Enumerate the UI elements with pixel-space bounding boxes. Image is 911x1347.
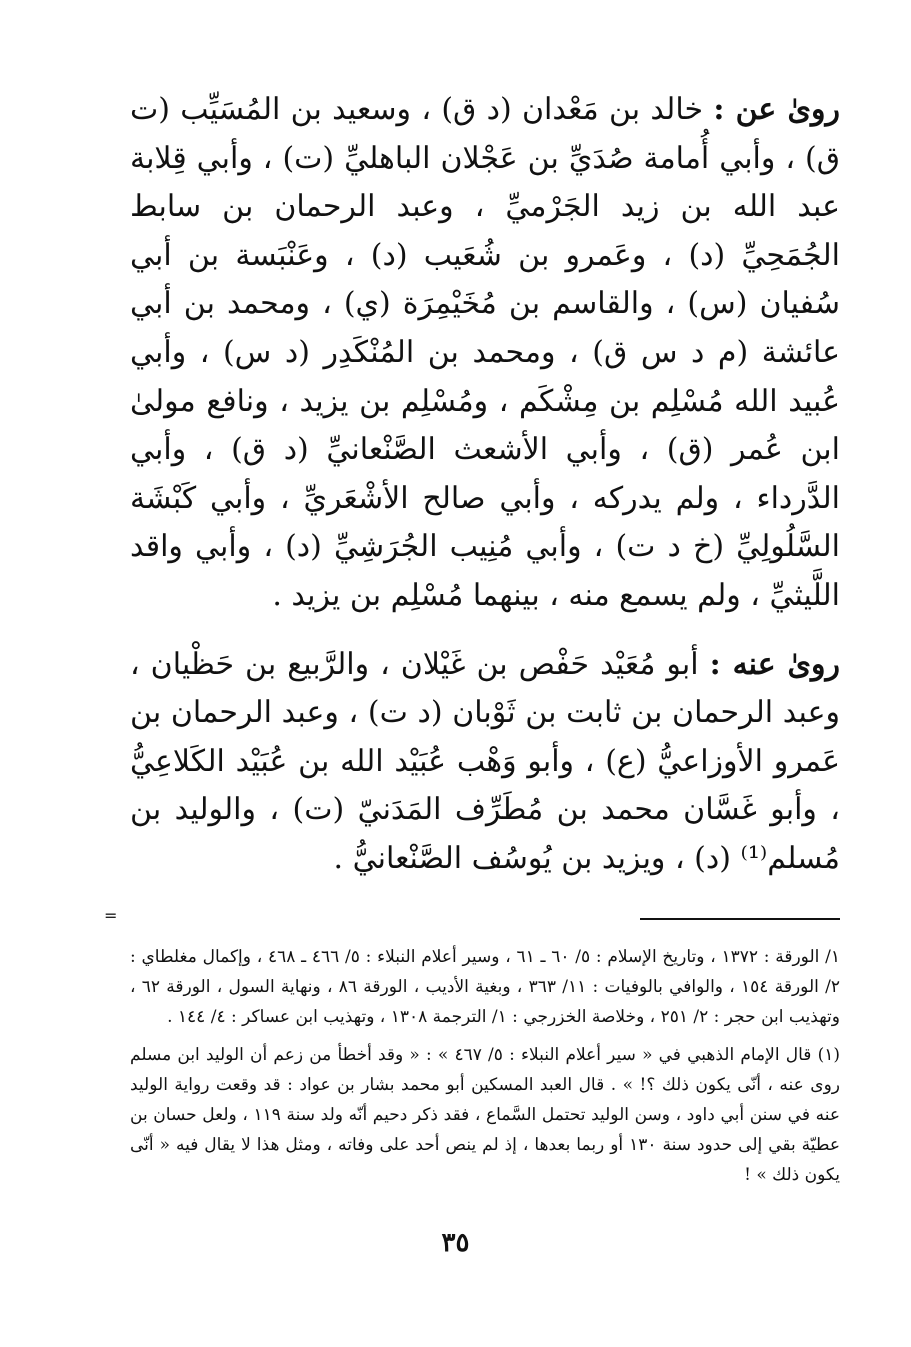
narrated-from-paragraph (130, 86, 840, 621)
narrated-from-text: خالد بن مَعْدان (د ق) ، وسعيد بن المُسَيِّب (ت ق) ، وأبي أُمامة صُدَيِّ بن عَجْلان الباهليِّ (ت) ، وأبي قِلابة عبد الله بن زيد الجَرْميِّ ، وعبد الرحمان بن سابط الجُمَحِيِّ (د) ، وعَمرو بن شُعَيب (د) ، وعَنْبَسة بن أبي سُفيان (س) ، والقاسم بن مُخَيْمِرَة (ي) ، ومحمد بن أبي عائشة (م د س ق) ، ومحمد بن المُنْكَدِر (د س) ، وأبي عُبيد الله مُسْلِم بن مِشْكَم ، ومُسْلِم بن يزيد ، ونافع مولىٰ ابن عُمر (ق) ، وأبي الأشعث الصَّنْعانيِّ (د ق) ، وأبي الدَّرداء ، ولم يدركه ، وأبي صالح الأشْعَريِّ ، وأبي كَبْشَة السَّلُولِيِّ (خ د ت) ، وأبي مُنِيب الجُرَشِيِّ (د) ، وأبي واقد اللَّيثيِّ ، ولم يسمع منه ، بينهما مُسْلِم بن يزيد . (130, 92, 840, 613)
continuation-mark: = (104, 906, 118, 925)
page-number: ٣٥ (441, 1228, 470, 1258)
footnote-divider (640, 918, 840, 920)
document-page (130, 86, 840, 1190)
narrated-by-text: أبو مُعَيْد حَفْص بن غَيْلان ، والرَّبيع بن حَظْيان ، وعبد الرحمان بن ثابت بن ثَوْبان (د ت) ، وعبد الرحمان بن عَمرو الأوزاعيُّ (ع) ، وأبو وَهْب عُبَيْد الله بن عُبَيْد الكَلاعِيُّ ، وأبو غَسَّان محمد بن مُطَرِّف المَدَنيّ (ت) ، والوليد بن مُسلم⁽¹⁾ (د) ، ويزيد بن يُوسُف الصَّنْعانيُّ . (130, 646, 840, 876)
narrated-by-paragraph (130, 641, 840, 884)
footnote-sources: ١/ الورقة : ١٣٧٢ ، وتاريخ الإسلام : ٥/ ٦٠ ـ ٦١ ، وسير أعلام النبلاء : ٥/ ٤٦٦ ـ ٤٦٨ ، وإكمال مغلطاي : ٢/ الورقة ١٥٤ ، والوافي بالوفيات : ١١/ ٣٦٣ ، وبغية الأديب ، الورقة ٨٦ ، ونهاية السول ، الورقة ٦٢ ، وتهذيب ابن حجر : ٢/ ٢٥١ ، وخلاصة الخزرجي : ١/ الترجمة ١٣٠٨ ، وتهذيب ابن عساكر : ٤/ ١٤٤ . (130, 946, 840, 1027)
narrated-by-heading: روىٰ عنه : (709, 646, 840, 682)
narrated-from-heading: روىٰ عن : (713, 92, 841, 127)
footnotes (130, 942, 840, 1190)
footnote-1: (١) قال الإمام الذهبي في « سير أعلام النبلاء : ٥/ ٤٦٧ » : « وقد أخطأ من زعم أن الوليد ابن مسلم روى عنه ، أنّى يكون ذلك ؟! » . قال العبد المسكين أبو محمد بشار بن عواد : قد وقعت رواية الوليد عنه في سنن أبي داود ، وسن الوليد تحتمل السَّماع ، فقد ذكر دحيم أنّه ولد سنة ١١٩ ، ولعل حسان بن عطيّة بقي إلى حدود سنة ١٣٠ أو ربما بعدها ، إذ لم ينص أحد على وفاته ، ومثل هذا لا يقال فيه « أنّى يكون ذلك » ! (130, 1044, 841, 1185)
